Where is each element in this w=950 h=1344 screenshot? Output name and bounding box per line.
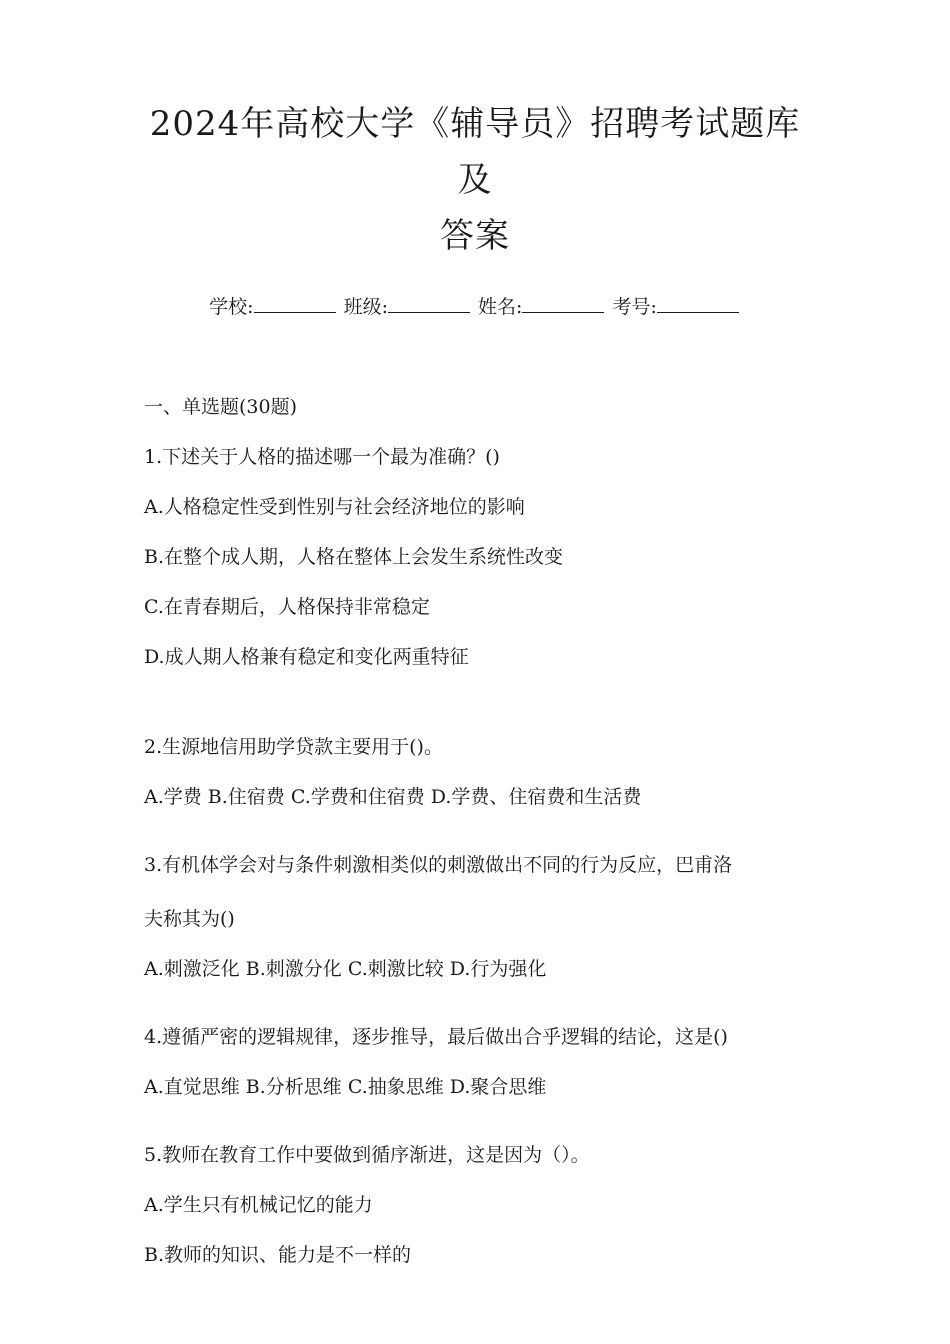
section-heading: 一、单选题(30题) — [144, 396, 298, 418]
question-option: C.在青春期后，人格保持非常稳定 — [144, 596, 430, 618]
question-options-line: A.刺激泛化 B.刺激分化 C.刺激比较 D.行为强化 — [144, 958, 547, 980]
name-label: 姓名: — [478, 296, 523, 318]
question-stem-line: 夫称其为() — [144, 908, 235, 930]
question-options-line: A.学费 B.住宿费 C.学费和住宿费 D.学费、住宿费和生活费 — [144, 786, 642, 808]
question-stem: 2.生源地信用助学贷款主要用于()。 — [144, 736, 443, 758]
question-4 — [144, 1022, 806, 1102]
student-info-row — [144, 292, 806, 322]
question-stem: 5.教师在教育工作中要做到循序渐进，这是因为（）。 — [144, 1144, 590, 1166]
question-1 — [144, 442, 806, 672]
question-stem-line: 3.有机体学会对与条件刺激相类似的刺激做出不同的行为反应，巴甫洛 — [144, 854, 733, 876]
class-blank[interactable] — [388, 294, 470, 313]
class-label: 班级: — [343, 296, 388, 318]
question-option: A.学生只有机械记忆的能力 — [144, 1194, 373, 1216]
document-title — [144, 96, 806, 264]
question-stem: 1.下述关于人格的描述哪一个最为准确？() — [144, 446, 500, 468]
exam-number-blank[interactable] — [657, 294, 739, 313]
title-line-1: 2024年高校大学《辅导员》招聘考试题库及 — [149, 104, 801, 200]
question-option: B.在整个成人期，人格在整体上会发生系统性改变 — [144, 546, 564, 568]
title-line-2: 答案 — [440, 216, 510, 256]
question-options-line: A.直觉思维 B.分析思维 C.抽象思维 D.聚合思维 — [144, 1076, 547, 1098]
name-blank[interactable] — [522, 294, 604, 313]
school-blank[interactable] — [254, 294, 336, 313]
exam-number-label: 考号: — [612, 296, 657, 318]
question-2 — [144, 732, 806, 812]
question-option: A.人格稳定性受到性别与社会经济地位的影响 — [144, 496, 525, 518]
question-option: B.教师的知识、能力是不一样的 — [144, 1244, 412, 1266]
question-3 — [144, 850, 806, 984]
question-stem: 4.遵循严密的逻辑规律，逐步推导，最后做出合乎逻辑的结论，这是() — [144, 1026, 728, 1048]
school-label: 学校: — [209, 296, 254, 318]
question-5 — [144, 1140, 806, 1270]
question-option: D.成人期人格兼有稳定和变化两重特征 — [144, 646, 469, 668]
